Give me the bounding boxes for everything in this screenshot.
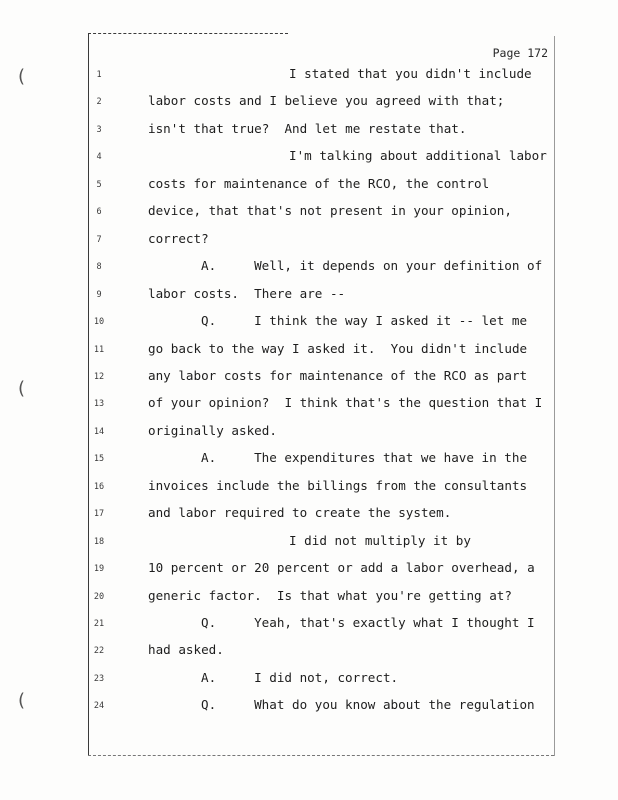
transcript-line (0, 450, 618, 470)
transcript-line (0, 203, 618, 223)
transcript-line (0, 670, 618, 690)
line-number: 3 (96, 124, 102, 135)
line-text: A. I did not, correct. (201, 669, 399, 685)
transcript-line (0, 505, 618, 525)
transcript-line (0, 121, 618, 141)
line-text: device, that that's not present in your opinion, (148, 203, 512, 219)
line-text: labor costs. There are -- (148, 285, 346, 301)
transcript-line (0, 478, 618, 498)
transcript-line (0, 93, 618, 113)
line-number: 4 (96, 152, 102, 163)
bottom-border (88, 755, 554, 757)
line-text: originally asked. (148, 422, 277, 438)
line-text: I'm talking about additional labor (289, 148, 547, 164)
transcript-line (0, 560, 618, 580)
line-text: invoices include the billings from the consultants (148, 477, 528, 493)
transcript-line (0, 697, 618, 717)
line-text: costs for maintenance of the RCO, the control (148, 175, 490, 191)
line-text: Q. I think the way I asked it -- let me (201, 313, 528, 329)
line-number: 2 (96, 97, 102, 108)
line-number: 1 (96, 70, 102, 80)
line-number: 12 (93, 371, 105, 382)
line-text: I stated that you didn't include (289, 66, 532, 81)
transcript-line (0, 615, 618, 635)
transcript-line (0, 66, 618, 86)
line-number: 23 (93, 673, 105, 684)
punch-hole-mark: ( (18, 690, 26, 711)
line-number: 14 (93, 426, 105, 437)
line-text: isn't that true? And let me restate that. (148, 120, 467, 136)
transcript-line (0, 368, 618, 388)
line-text: A. The expenditures that we have in the (201, 450, 528, 466)
line-text: of your opinion? I think that's the question that I (148, 395, 543, 411)
line-number: 21 (93, 619, 105, 629)
line-number: 10 (93, 317, 105, 328)
line-text: Q. What do you know about the regulation (201, 697, 535, 713)
line-text: 10 percent or 20 percent or add a labor overhead, a (148, 560, 535, 576)
line-text: correct? (148, 230, 209, 246)
transcript-line (0, 176, 618, 196)
transcript-line (0, 533, 618, 553)
transcript-line (0, 231, 618, 251)
transcript-line (0, 642, 618, 662)
transcript-line (0, 588, 618, 608)
punch-hole-mark: ( (18, 66, 26, 87)
transcript-line (0, 286, 618, 306)
line-number: 18 (93, 536, 105, 547)
line-number: 13 (93, 399, 105, 410)
line-number: 17 (93, 509, 105, 520)
line-text: labor costs and I believe you agreed with that; (148, 93, 505, 109)
transcript-line (0, 341, 618, 361)
line-text: I did not multiply it by (289, 532, 471, 548)
line-text: go back to the way I asked it. You didn't include (148, 340, 528, 356)
line-number: 7 (96, 234, 102, 245)
line-text: and labor required to create the system. (148, 505, 452, 521)
line-number: 5 (96, 179, 102, 190)
line-text: Q. Yeah, that's exactly what I thought I (201, 615, 535, 630)
line-number: 24 (93, 701, 105, 712)
line-number: 11 (93, 344, 105, 355)
transcript-line (0, 258, 618, 278)
transcript-line (0, 313, 618, 333)
punch-hole-mark: ( (18, 378, 26, 399)
transcript-line (0, 148, 618, 168)
line-text: any labor costs for maintenance of the RCO as part (148, 367, 528, 383)
top-border (88, 33, 288, 35)
line-number: 6 (96, 207, 102, 218)
line-text: had asked. (148, 642, 224, 658)
line-number: 8 (96, 262, 102, 273)
line-number: 9 (96, 289, 102, 300)
line-text: A. Well, it depends on your definition of (201, 258, 543, 274)
line-number: 20 (93, 591, 105, 602)
transcript-line (0, 395, 618, 415)
line-number: 15 (93, 454, 105, 465)
line-number: 16 (93, 481, 105, 492)
line-number: 22 (93, 646, 105, 657)
line-text: generic factor. Is that what you're getting at? (148, 587, 512, 603)
line-number: 19 (93, 564, 105, 575)
page-number: Page 172 (492, 46, 548, 60)
transcript-line (0, 423, 618, 443)
